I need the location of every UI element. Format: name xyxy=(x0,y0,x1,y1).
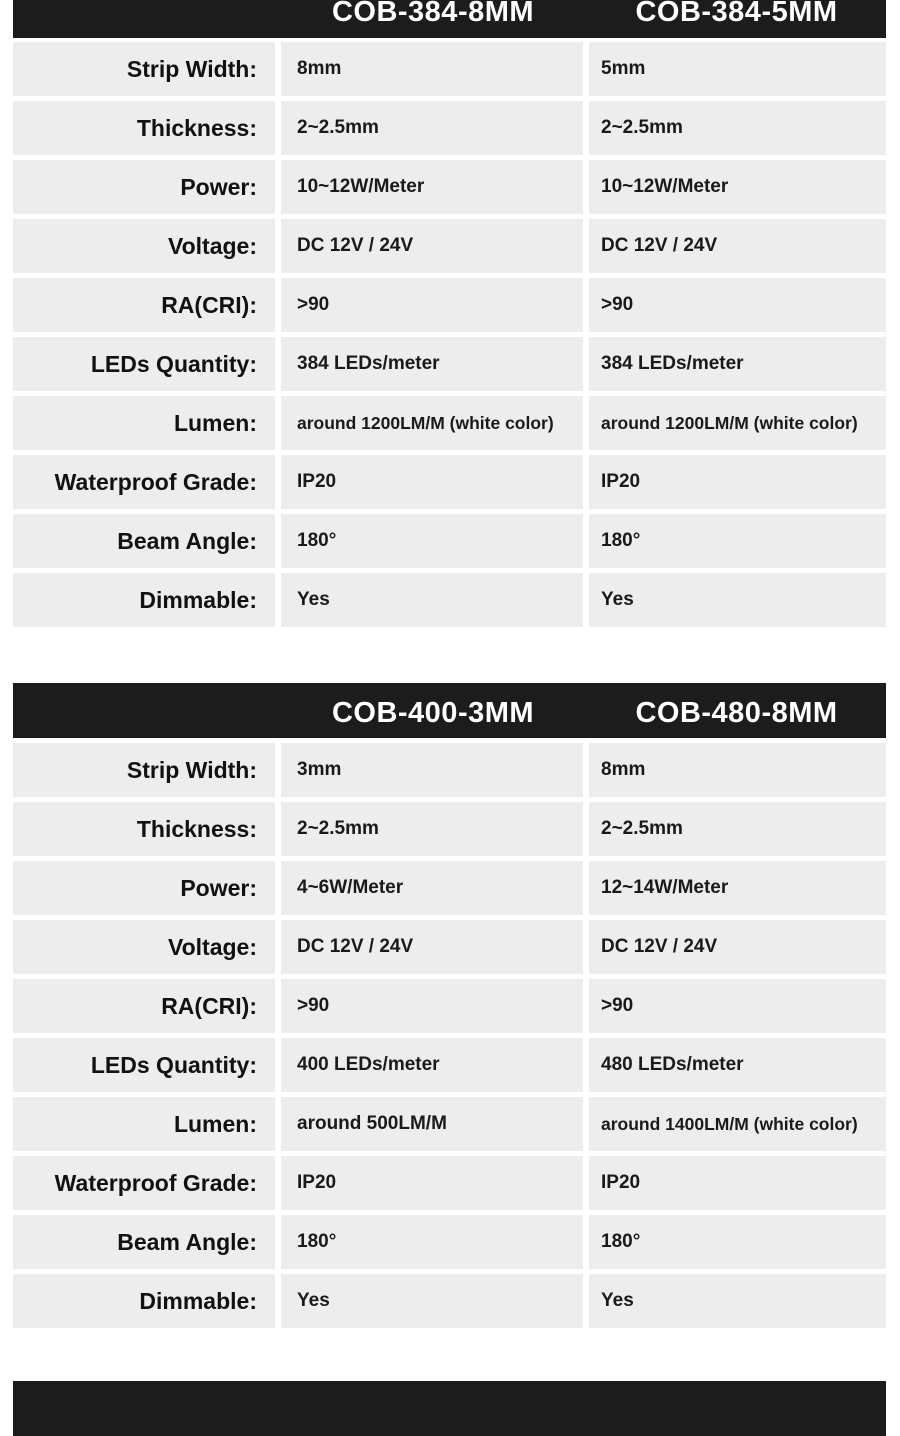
spec-value: DC 12V / 24V xyxy=(281,920,583,974)
table-row xyxy=(13,101,886,155)
spec-label: Lumen: xyxy=(13,396,275,450)
table-row xyxy=(13,861,886,915)
spec-value: 384 LEDs/meter xyxy=(589,337,886,391)
table-header xyxy=(13,0,886,38)
table-header xyxy=(13,683,886,738)
spec-label: Dimmable: xyxy=(13,1274,275,1328)
spec-table-2 xyxy=(13,683,886,1328)
spec-value: 5mm xyxy=(589,42,886,96)
spec-label: Waterproof Grade: xyxy=(13,455,275,509)
spec-value: 400 LEDs/meter xyxy=(281,1038,583,1092)
spec-table-1 xyxy=(13,0,886,627)
spec-label: Voltage: xyxy=(13,920,275,974)
table-row xyxy=(13,1097,886,1151)
spec-label: Beam Angle: xyxy=(13,514,275,568)
spec-value: 4~6W/Meter xyxy=(281,861,583,915)
table-row xyxy=(13,1038,886,1092)
table-row xyxy=(13,160,886,214)
table-row xyxy=(13,1156,886,1210)
spec-value: 180° xyxy=(589,1215,886,1269)
spec-value: >90 xyxy=(589,979,886,1033)
model-header: COB-480-8MM xyxy=(635,697,838,729)
spec-value: Yes xyxy=(589,1274,886,1328)
table-row xyxy=(13,514,886,568)
table-row xyxy=(13,396,886,450)
spec-value: IP20 xyxy=(589,1156,886,1210)
spec-value: Yes xyxy=(589,573,886,627)
table-body xyxy=(13,743,886,1328)
spec-value: 180° xyxy=(281,514,583,568)
spec-value: around 1200LM/M (white color) xyxy=(589,396,886,450)
spec-value: Yes xyxy=(281,1274,583,1328)
spec-value: 180° xyxy=(281,1215,583,1269)
spec-value: 10~12W/Meter xyxy=(281,160,583,214)
spec-value: 2~2.5mm xyxy=(281,101,583,155)
spec-label: Strip Width: xyxy=(13,743,275,797)
table-body xyxy=(13,42,886,627)
table-row xyxy=(13,573,886,627)
spec-value: 180° xyxy=(589,514,886,568)
spec-value: 12~14W/Meter xyxy=(589,861,886,915)
spec-value: DC 12V / 24V xyxy=(589,920,886,974)
spec-value: around 1400LM/M (white color) xyxy=(589,1097,886,1151)
spec-label: Lumen: xyxy=(13,1097,275,1151)
spec-value: DC 12V / 24V xyxy=(281,219,583,273)
spec-value: 2~2.5mm xyxy=(589,101,886,155)
spec-value: >90 xyxy=(281,979,583,1033)
spec-label: RA(CRI): xyxy=(13,979,275,1033)
spec-value: DC 12V / 24V xyxy=(589,219,886,273)
spec-value: around 1200LM/M (white color) xyxy=(281,396,583,450)
spec-value: >90 xyxy=(281,278,583,332)
spec-label: Thickness: xyxy=(13,101,275,155)
spec-label: Beam Angle: xyxy=(13,1215,275,1269)
table-row xyxy=(13,455,886,509)
spec-value: >90 xyxy=(589,278,886,332)
spec-label: LEDs Quantity: xyxy=(13,337,275,391)
table-row xyxy=(13,1215,886,1269)
model-header: COB-384-5MM xyxy=(635,0,838,28)
spec-label: Dimmable: xyxy=(13,573,275,627)
table-row xyxy=(13,920,886,974)
spec-value: 2~2.5mm xyxy=(281,802,583,856)
spec-value: around 500LM/M xyxy=(281,1097,583,1151)
spec-value: 2~2.5mm xyxy=(589,802,886,856)
spec-label: Waterproof Grade: xyxy=(13,1156,275,1210)
table-row xyxy=(13,743,886,797)
spec-label: LEDs Quantity: xyxy=(13,1038,275,1092)
spec-value: IP20 xyxy=(589,455,886,509)
table-row xyxy=(13,979,886,1033)
table-row xyxy=(13,278,886,332)
model-header: COB-400-3MM xyxy=(331,697,535,729)
spec-label: Voltage: xyxy=(13,219,275,273)
spec-value: 8mm xyxy=(589,743,886,797)
spec-label: Power: xyxy=(13,861,275,915)
spec-label: Thickness: xyxy=(13,802,275,856)
spec-label: Power: xyxy=(13,160,275,214)
spec-value: 384 LEDs/meter xyxy=(281,337,583,391)
spec-table-3 xyxy=(13,1381,886,1436)
spec-value: Yes xyxy=(281,573,583,627)
spec-label: Strip Width: xyxy=(13,42,275,96)
spec-value: 480 LEDs/meter xyxy=(589,1038,886,1092)
table-row xyxy=(13,219,886,273)
table-row xyxy=(13,802,886,856)
table-row xyxy=(13,337,886,391)
spec-value: 3mm xyxy=(281,743,583,797)
spec-value: IP20 xyxy=(281,455,583,509)
table-row xyxy=(13,42,886,96)
spec-value: 10~12W/Meter xyxy=(589,160,886,214)
table-row xyxy=(13,1274,886,1328)
spec-value: 8mm xyxy=(281,42,583,96)
model-header: COB-384-8MM xyxy=(331,0,535,28)
table-header xyxy=(13,1381,886,1436)
spec-label: RA(CRI): xyxy=(13,278,275,332)
spec-value: IP20 xyxy=(281,1156,583,1210)
